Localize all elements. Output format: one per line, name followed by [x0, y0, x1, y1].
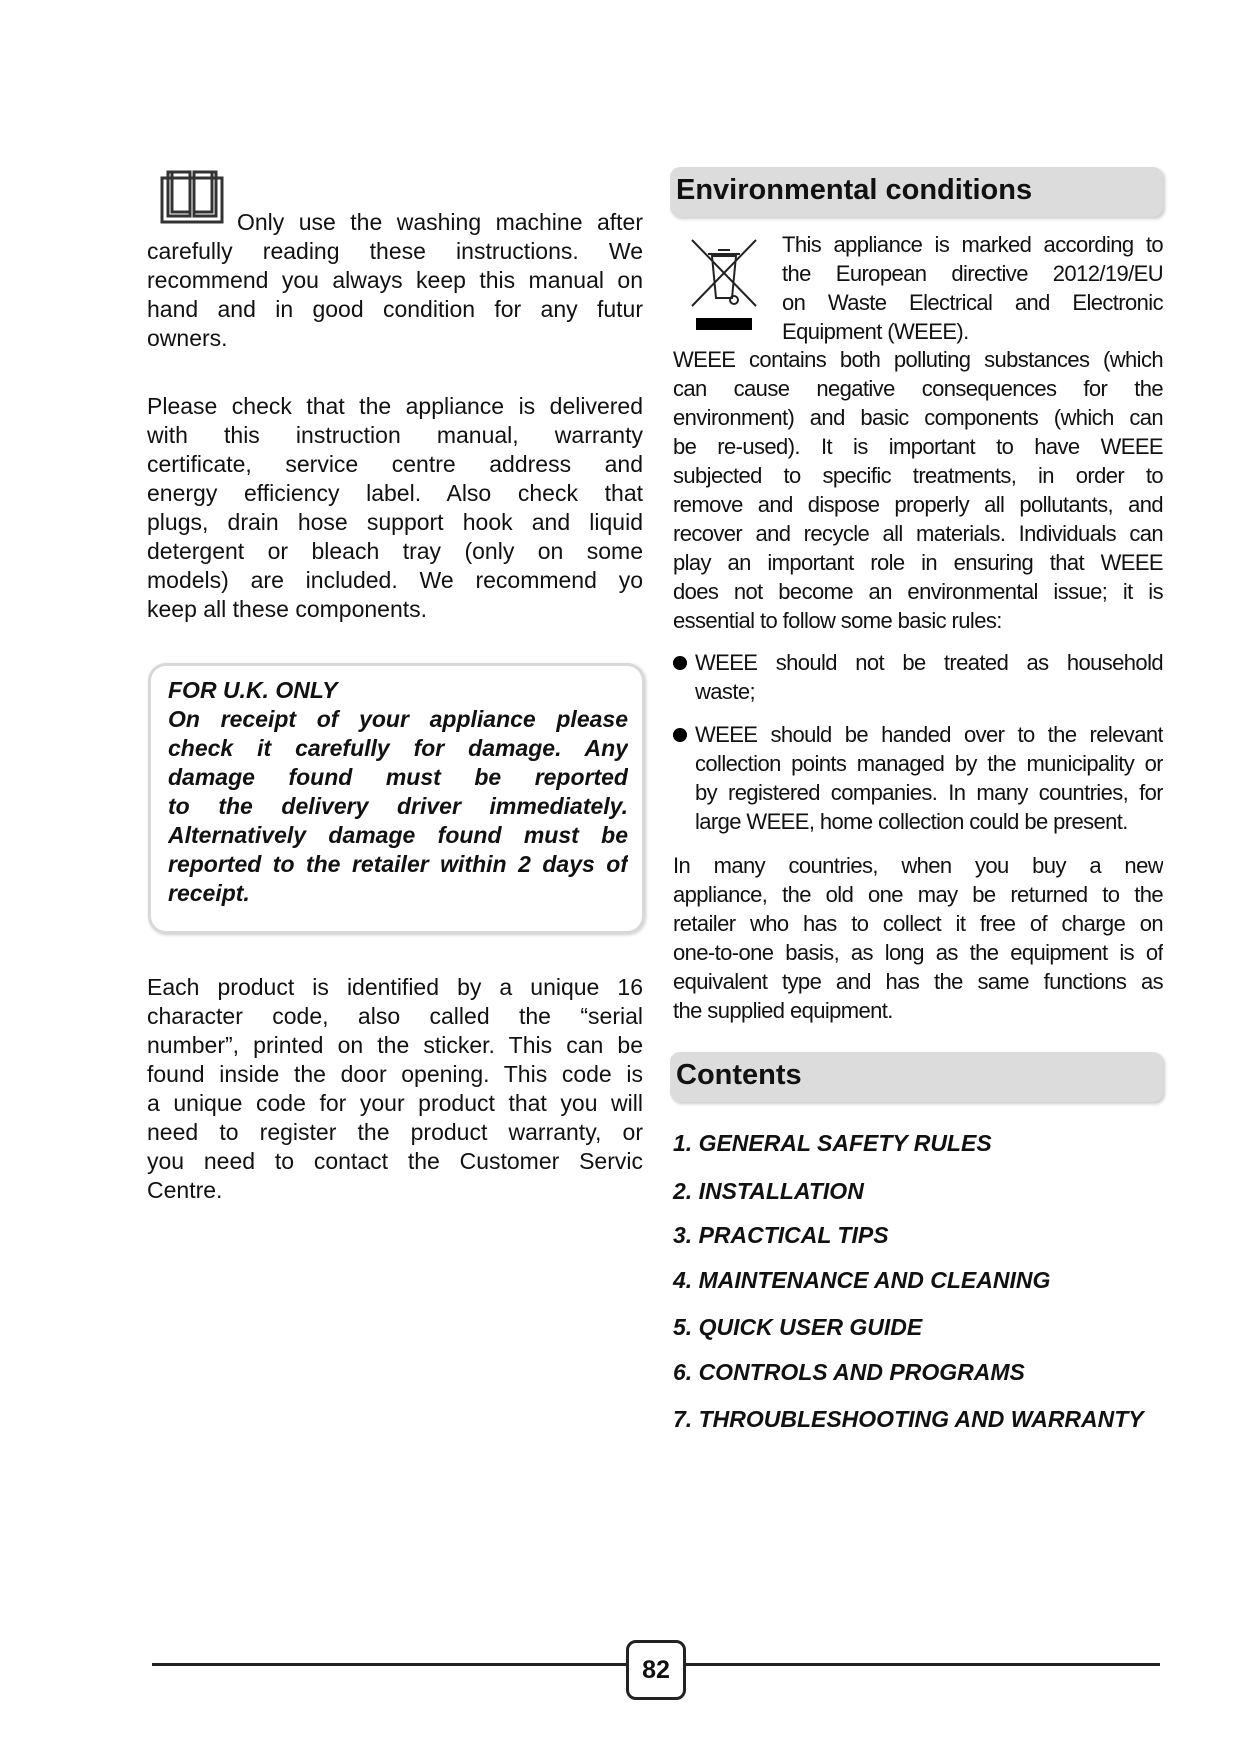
- text-line: carefully reading these instructions. We: [147, 238, 643, 264]
- text-line: one-to-one basis, as long as the equipment is of: [673, 940, 1163, 965]
- intro-paragraph: [147, 208, 643, 353]
- text-line: a unique code for your product that you will: [147, 1090, 643, 1116]
- weee-intro: [782, 230, 1163, 346]
- text-line: Equipment (WEEE).: [782, 319, 969, 344]
- environment-title: Environmental conditions: [676, 174, 1033, 206]
- contents-item[interactable]: 3. PRACTICAL TIPS: [673, 1222, 889, 1248]
- check-paragraph: [147, 392, 643, 624]
- text-line: does not become an environmental issue; it is: [673, 579, 1163, 604]
- text-line: Centre.: [147, 1177, 223, 1203]
- text-line: collection points managed by the municipality or: [695, 751, 1163, 776]
- text-line: WEEE should be handed over to the relevant: [695, 722, 1163, 747]
- text-line: Only use the washing machine after: [237, 209, 643, 235]
- text-line: on Waste Electrical and Electronic: [782, 290, 1163, 315]
- text-line: In many countries, when you buy a new: [673, 853, 1163, 878]
- text-line: recommend you always keep this manual on: [147, 267, 643, 293]
- text-line: essential to follow some basic rules:: [673, 608, 1002, 633]
- serial-paragraph: [147, 973, 643, 1205]
- contents-item[interactable]: 6. CONTROLS AND PROGRAMS: [673, 1359, 1025, 1385]
- text-line: certificate, service centre address and: [147, 451, 643, 477]
- text-line: large WEEE, home collection could be present.: [695, 809, 1128, 834]
- text-line: remove and dispose properly all pollutants, and: [673, 492, 1163, 517]
- text-line: keep all these components.: [147, 596, 428, 622]
- text-line: WEEE should not be treated as household: [695, 650, 1163, 675]
- notice-line: receipt.: [168, 880, 250, 906]
- footer-rule-right: [680, 1663, 1160, 1666]
- text-line: detergent or bleach tray (only on some: [147, 538, 643, 564]
- notice-line: to the delivery driver immediately.: [168, 793, 628, 819]
- text-line: appliance, the old one may be returned to the: [673, 882, 1163, 907]
- text-line: be re-used). It is important to have WEEE: [673, 434, 1163, 459]
- notice-line: damage found must be reported: [168, 764, 628, 790]
- notice-line: reported to the retailer within 2 days of: [168, 851, 628, 877]
- environment-header: [670, 167, 1163, 217]
- notice-line: Alternatively damage found must be: [168, 822, 628, 848]
- footer-rule-left: [152, 1663, 628, 1666]
- text-line: Please check that the appliance is delivered: [147, 393, 643, 419]
- contents-title: Contents: [676, 1059, 802, 1091]
- bullet-household-waste: [695, 648, 1163, 706]
- text-line: waste;: [695, 679, 755, 704]
- weee-body: [673, 345, 1163, 635]
- contents-item[interactable]: 5. QUICK USER GUIDE: [673, 1314, 923, 1340]
- uk-only-notice: [148, 663, 645, 934]
- contents-item[interactable]: 1. GENERAL SAFETY RULES: [673, 1130, 992, 1156]
- text-line: hand and in good condition for any futur: [147, 296, 643, 322]
- bullet-icon: [673, 656, 687, 670]
- notice-line: check it carefully for damage. Any: [168, 735, 628, 761]
- text-line: with this instruction manual, warranty: [147, 422, 643, 448]
- text-line: character code, also called the “serial: [147, 1003, 643, 1029]
- text-line: recover and recycle all materials. Individuals can: [673, 521, 1163, 546]
- text-line: WEEE contains both polluting substances (which: [673, 347, 1163, 372]
- return-paragraph: [673, 851, 1163, 1025]
- contents-item[interactable]: 7. THROUBLESHOOTING AND WARRANTY: [673, 1406, 1144, 1432]
- text-line: owners.: [147, 325, 228, 351]
- notice-line: On receipt of your appliance please: [168, 706, 628, 732]
- contents-item[interactable]: 2. INSTALLATION: [673, 1178, 864, 1204]
- text-line: plugs, drain hose support hook and liquid: [147, 509, 643, 535]
- text-line: Each product is identified by a unique 16: [147, 974, 643, 1000]
- text-line: the European directive 2012/19/EU: [782, 261, 1163, 286]
- text-line: the supplied equipment.: [673, 998, 893, 1023]
- page-number: 82: [626, 1640, 686, 1700]
- text-line: models) are included. We recommend yo: [147, 567, 643, 593]
- text-line: found inside the door opening. This code is: [147, 1061, 643, 1087]
- text-line: need to register the product warranty, or: [147, 1119, 643, 1145]
- text-line: by registered companies. In many countries, for: [695, 780, 1163, 805]
- bullet-collection-points: [695, 720, 1163, 836]
- contents-item[interactable]: 4. MAINTENANCE AND CLEANING: [673, 1267, 1051, 1293]
- text-line: retailer who has to collect it free of charge on: [673, 911, 1163, 936]
- text-line: This appliance is marked according to: [782, 232, 1163, 257]
- text-line: subjected to specific treatments, in order to: [673, 463, 1163, 488]
- weee-bin-icon: [690, 236, 760, 332]
- contents-header: [670, 1052, 1163, 1102]
- notice-line: FOR U.K. ONLY: [168, 677, 338, 703]
- text-line: energy efficiency label. Also check that: [147, 480, 643, 506]
- text-line: can cause negative consequences for the: [673, 376, 1163, 401]
- bullet-icon: [673, 728, 687, 742]
- text-line: equivalent type and has the same functions as: [673, 969, 1163, 994]
- text-line: environment) and basic components (which can: [673, 405, 1163, 430]
- text-line: you need to contact the Customer Servic: [147, 1148, 643, 1174]
- text-line: number”, printed on the sticker. This can be: [147, 1032, 643, 1058]
- text-line: play an important role in ensuring that WEEE: [673, 550, 1163, 575]
